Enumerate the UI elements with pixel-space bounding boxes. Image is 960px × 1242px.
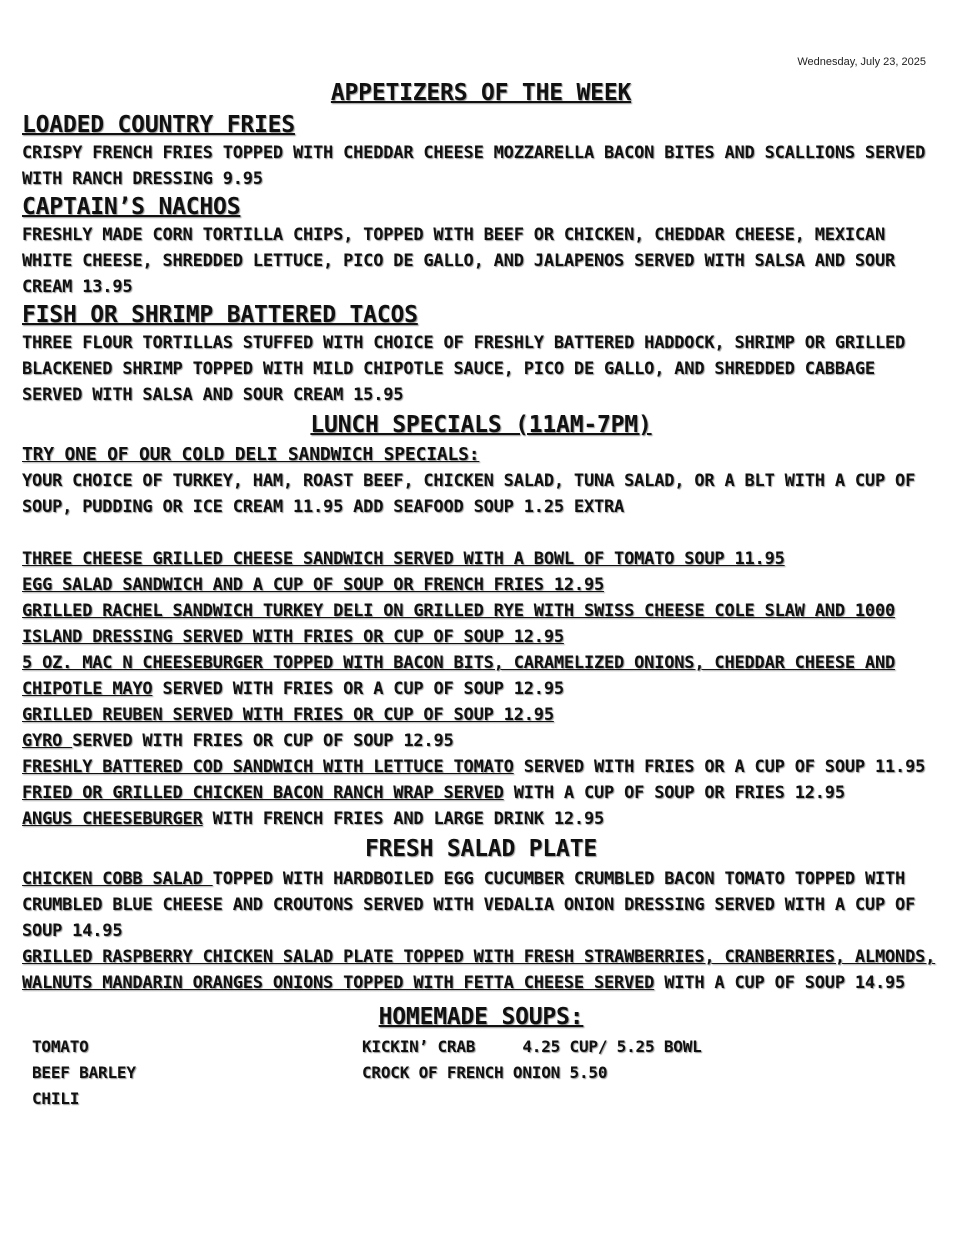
soup-item: KICKIN’ CRAB 4.25 CUP/ 5.25 BOWL xyxy=(362,1037,702,1056)
appetizers-heading: APPETIZERS OF THE WEEK xyxy=(330,80,632,106)
lunch-heading: LUNCH SPECIALS (11AM-7PM) xyxy=(310,412,652,438)
soups-heading: HOMEMADE SOUPS: xyxy=(378,1004,584,1030)
soup-item: TOMATO xyxy=(32,1037,89,1056)
appetizer-title: FISH OR SHRIMP BATTERED TACOS xyxy=(22,302,418,328)
soup-item: CROCK OF FRENCH ONION 5.50 xyxy=(362,1063,608,1082)
lunch-item: GRILLED RACHEL SANDWICH TURKEY DELI ON GRILLED RYE WITH SWISS CHEESE COLE SLAW AND 1000 ISLAND DRESSING SERVED WITH FRIES OR CUP OF SOUP 12.95 xyxy=(22,601,896,647)
menu-page xyxy=(22,76,940,1112)
soups-left-column xyxy=(22,1034,362,1112)
deli-description: YOUR CHOICE OF TURKEY, HAM, ROAST BEEF, CHICKEN SALAD, TUNA SALAD, OR A BLT WITH A CUP OF SOUP, PUDDING OR ICE CREAM 11.95 ADD SEAFOOD SOUP 1.25 EXTRA xyxy=(22,471,916,517)
lunch-item: FRESHLY BATTERED COD SANDWICH WITH LETTUCE TOMATO SERVED WITH FRIES OR A CUP OF SOUP 11.95 xyxy=(22,757,926,777)
soups-list xyxy=(22,1034,940,1112)
appetizer-description: CRISPY FRENCH FRIES TOPPED WITH CHEDDAR CHEESE MOZZARELLA BACON BITES AND SCALLIONS SERVED WITH RANCH DRESSING 9.95 xyxy=(22,143,926,189)
salad-heading: FRESH SALAD PLATE xyxy=(364,836,597,862)
menu-date: Wednesday, July 23, 2025 xyxy=(797,56,926,68)
lunch-item: 5 OZ. MAC N CHEESEBURGER TOPPED WITH BACON BITS, CARAMELIZED ONIONS, CHEDDAR CHEESE AND CHIPOTLE MAYO SERVED WITH FRIES OR A CUP OF SOUP 12.95 xyxy=(22,653,896,699)
salad-item: GRILLED RASPBERRY CHICKEN SALAD PLATE TOPPED WITH FRESH STRAWBERRIES, CRANBERRIES, ALMONDS, WALNUTS MANDARIN ORANGES ONIONS TOPPED WITH FETTA CHEESE SERVED WITH A CUP OF SOUP 14.95 xyxy=(22,947,936,993)
lunch-item: GRILLED REUBEN SERVED WITH FRIES OR CUP OF SOUP 12.95 xyxy=(22,705,554,725)
lunch-item: FRIED OR GRILLED CHICKEN BACON RANCH WRAP SERVED WITH A CUP OF SOUP OR FRIES 12.95 xyxy=(22,783,845,803)
soup-item: BEEF BARLEY xyxy=(32,1063,136,1082)
appetizer-title: LOADED COUNTRY FRIES xyxy=(22,112,295,138)
appetizer-title: CAPTAIN’S NACHOS xyxy=(22,194,241,220)
lunch-item: ANGUS CHEESEBURGER WITH FRENCH FRIES AND LARGE DRINK 12.95 xyxy=(22,809,605,829)
appetizer-description: THREE FLOUR TORTILLAS STUFFED WITH CHOICE OF FRESHLY BATTERED HADDOCK, SHRIMP OR GRILLED BLACKENED SHRIMP TOPPED WITH MILD CHIPOTLE SAUCE, PICO DE GALLO, AND SHREDDED CABBAGE SERVED WITH SALSA AND SOUR CREAM 15.95 xyxy=(22,333,906,405)
salad-item: CHICKEN COBB SALAD TOPPED WITH HARDBOILED EGG CUCUMBER CRUMBLED BACON TOMATO TOPPED WITH CRUMBLED BLUE CHEESE AND CROUTONS SERVED WITH VEDALIA ONION DRESSING SERVED WITH A CUP OF SOUP 14.95 xyxy=(22,869,916,941)
soups-right-column xyxy=(362,1034,922,1112)
deli-title: TRY ONE OF OUR COLD DELI SANDWICH SPECIALS: xyxy=(22,444,480,465)
lunch-item: EGG SALAD SANDWICH AND A CUP OF SOUP OR FRENCH FRIES 12.95 xyxy=(22,575,605,595)
lunch-item: THREE CHEESE GRILLED CHEESE SANDWICH SERVED WITH A BOWL OF TOMATO SOUP 11.95 xyxy=(22,549,785,569)
appetizer-description: FRESHLY MADE CORN TORTILLA CHIPS, TOPPED WITH BEEF OR CHICKEN, CHEDDAR CHEESE, MEXICAN WHITE CHEESE, SHREDDED LETTUCE, PICO DE GALLO, AND JALAPENOS SERVED WITH SALSA AND SOUR CREAM 13.95 xyxy=(22,225,896,297)
soup-item: CHILI xyxy=(32,1089,80,1108)
lunch-item: GYRO SERVED WITH FRIES OR CUP OF SOUP 12.95 xyxy=(22,731,454,751)
